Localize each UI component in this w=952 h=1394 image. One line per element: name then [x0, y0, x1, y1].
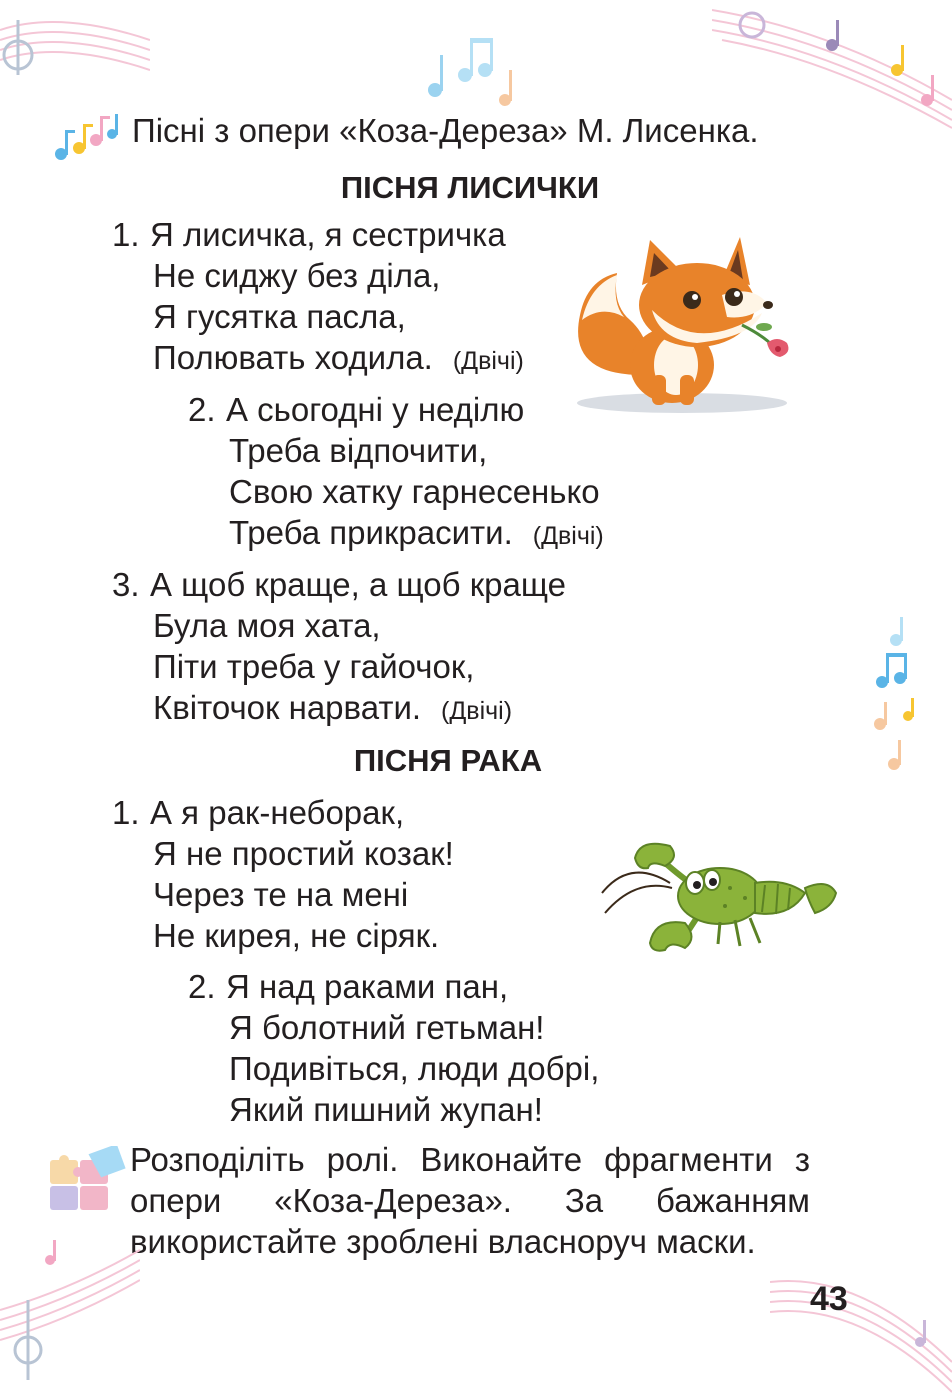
verse-lines — [153, 833, 454, 956]
verse-line: Треба відпочити, — [229, 432, 488, 469]
verse-line: Полювать ходила. — [153, 339, 433, 376]
fox-illustration — [572, 225, 804, 415]
verse-line: Не сиджу без діла, — [153, 257, 441, 294]
verse-line: Не кирея, не сіряк. — [153, 917, 440, 954]
verse-number: 2. — [188, 968, 216, 1005]
verse-line: Я над раками пан, — [226, 968, 509, 1005]
music-notes-icon — [52, 112, 122, 164]
verse-lines — [153, 605, 512, 728]
verse-number: 1. — [112, 216, 140, 253]
verse — [188, 966, 508, 1007]
intro-text: Пісні з опери «Коза-Дереза» М. Лисенка. — [132, 112, 759, 149]
verse-number: 1. — [112, 794, 140, 831]
verse-line: Я не простий козак! — [153, 835, 454, 872]
task-text: Розподіліть ролі. Виконайте фрагменти з опери «Коза-Дереза». За бажанням використайте зроблені власноруч маски. — [130, 1141, 810, 1260]
verse-line: Була моя хата, — [153, 607, 381, 644]
page-number: 43 — [810, 1280, 848, 1318]
verse-line: Через те на мені — [153, 876, 409, 913]
verse — [112, 564, 566, 605]
puzzle-icon — [48, 1146, 126, 1214]
verse-line: Треба прикрасити. — [229, 514, 513, 551]
repeat-note: (Двічі) — [441, 697, 513, 725]
verse — [188, 389, 524, 430]
verse — [112, 792, 404, 833]
verse-line: Подивіться, люди добрі, — [229, 1050, 600, 1087]
repeat-note: (Двічі) — [532, 522, 604, 550]
repeat-note: (Двічі) — [452, 347, 524, 375]
verse-lines — [229, 1007, 599, 1130]
verse-number: 2. — [188, 391, 216, 428]
verse-line: Я лисичка, я сестричка — [150, 216, 506, 253]
verse-line: А щоб краще, а щоб краще — [150, 566, 566, 603]
verse — [112, 214, 506, 255]
song-title-fox: ПІСНЯ ЛИСИЧКИ — [340, 170, 600, 205]
verse-line: Піти треба у гайочок, — [153, 648, 475, 685]
decor-music-bottom-right — [770, 1262, 952, 1394]
song-title-crayfish: ПІСНЯ РАКА — [353, 743, 543, 778]
verse-line: Я гусятка пасла, — [153, 298, 406, 335]
verse-line: Квіточок нарвати. — [153, 689, 422, 726]
verse-line: А сьогодні у неділю — [226, 391, 525, 428]
verse-line: А я рак-неборак, — [150, 794, 405, 831]
crayfish-illustration — [600, 838, 840, 958]
verse-line: Я болотний гетьман! — [229, 1009, 545, 1046]
decor-notes-top — [405, 30, 525, 110]
verse-number: 3. — [112, 566, 140, 603]
verse-line: Свою хатку гарнесенько — [229, 473, 600, 510]
decor-music-bottom-left — [0, 1230, 140, 1394]
decor-music-top-left — [0, 0, 150, 110]
verse-lines — [229, 430, 604, 553]
verse-line: Який пишний жупан! — [229, 1091, 543, 1128]
verse-lines — [153, 255, 524, 378]
